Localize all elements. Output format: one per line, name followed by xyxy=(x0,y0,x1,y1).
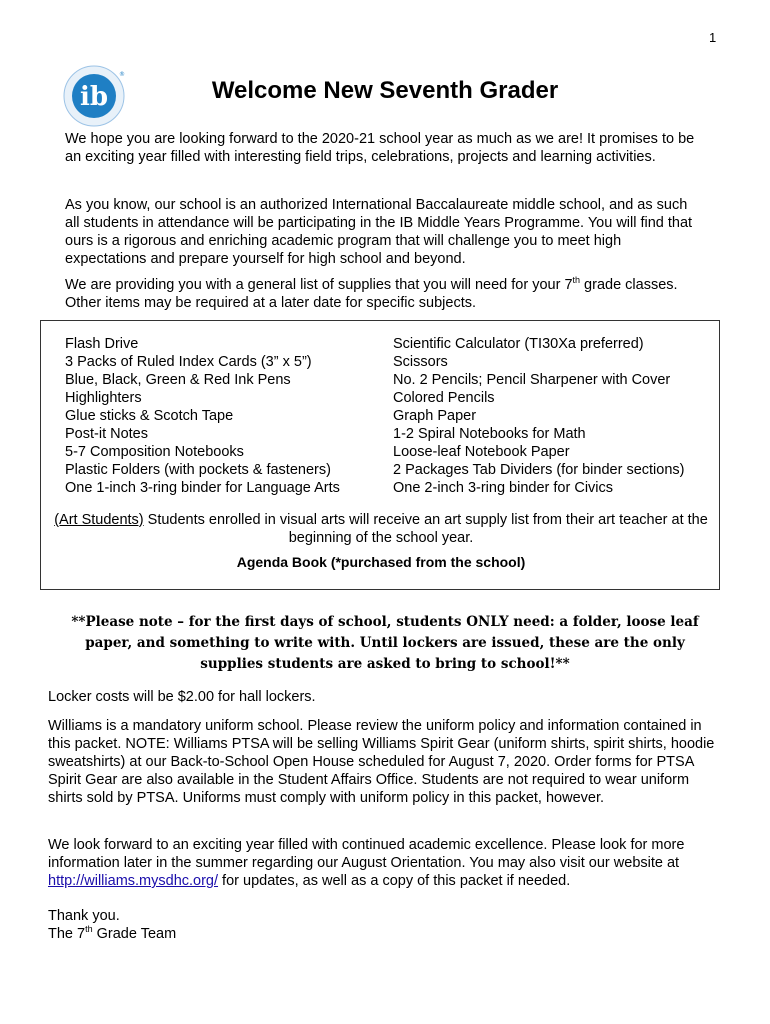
supply-item: Scientific Calculator (TI30Xa preferred) xyxy=(393,336,644,352)
art-students-note: (Art Students) Students enrolled in visual arts will receive an art supply list from their art teacher at the beginning of the school year. xyxy=(54,512,708,546)
intro-paragraph-2: As you know, our school is an authorized International Baccalaureate middle school, and as such all students in attendance will be participating in the IB Middle Years Programme. You will find that ours is a rigorous and enriching academic program that will challenge you to meet high expectations and prepare yourself for high school and beyond. xyxy=(65,197,693,267)
supply-item: Flash Drive xyxy=(65,336,139,352)
art-students-label: (Art Students) xyxy=(54,512,144,528)
first-days-note: **Please note – for the first days of school, students ONLY need: a folder, loose leaf paper, and something to write with. Until lockers are issued, these are the only supplies students are asked to bring to school!** xyxy=(71,614,699,672)
page-title: Welcome New Seventh Grader xyxy=(211,77,559,104)
intro-paragraph-1: We hope you are looking forward to the 2020-21 school year as much as we are! It promises to be an exciting year filled with interesting field trips, celebrations, projects and learning activities. xyxy=(65,131,695,165)
agenda-book-note: Agenda Book (*purchased from the school) xyxy=(236,554,526,570)
locker-cost-text: Locker costs will be $2.00 for hall lockers. xyxy=(48,689,316,705)
closing-paragraph: We look forward to an exciting year filled with continued academic excellence. Please look for more information later in the summer regarding our August Orientation. You may also visit our website at http://williams.mysdhc.org/ for updates, as well as a copy of this packet if needed. xyxy=(48,837,685,889)
supply-item: 3 Packs of Ruled Index Cards (3” x 5”) xyxy=(65,354,312,370)
supply-item: Scissors xyxy=(393,354,448,370)
supply-item: No. 2 Pencils; Pencil Sharpener with Cover xyxy=(393,372,671,388)
supply-item: Plastic Folders (with pockets & fasteners) xyxy=(65,462,331,478)
supply-item: One 1-inch 3-ring binder for Language Arts xyxy=(65,480,340,496)
supply-item: 2 Packages Tab Dividers (for binder sections) xyxy=(393,462,685,478)
supply-item: Glue sticks & Scotch Tape xyxy=(65,408,234,424)
supply-list-box xyxy=(40,320,720,590)
supply-item: 1-2 Spiral Notebooks for Math xyxy=(393,426,586,442)
supply-item: Colored Pencils xyxy=(393,390,495,406)
supply-item: Blue, Black, Green & Red Ink Pens xyxy=(65,372,291,388)
supply-item: 5-7 Composition Notebooks xyxy=(65,444,244,460)
supply-item: Loose-leaf Notebook Paper xyxy=(393,444,570,460)
page-number: 1 xyxy=(709,30,717,45)
supply-item: Highlighters xyxy=(65,390,142,406)
uniform-paragraph: Williams is a mandatory uniform school. Please review the uniform policy and information contained in this packet. NOTE: Williams PTSA will be selling Williams Spirit Gear (uniform shirts, spirit shirts, hoodie sweatshirts) at our Back-to-School Open House scheduled for August 7, 2020. Order forms for PTSA Spirit Gear are also available in the Student Affairs Office. Students are not required to wear uniform shirts sold by PTSA. Uniforms must comply with uniform policy in this packet, however. xyxy=(48,718,715,806)
supply-list-right xyxy=(393,335,684,497)
supply-item: One 2-inch 3-ring binder for Civics xyxy=(393,480,614,496)
supply-list-left xyxy=(65,335,340,497)
svg-text:®: ® xyxy=(119,71,125,78)
ib-logo-text: ib xyxy=(79,82,109,112)
signature-team: The 7th Grade Team xyxy=(48,924,177,942)
supply-item: Post-it Notes xyxy=(65,426,148,442)
supply-item: Graph Paper xyxy=(393,408,477,424)
thank-you-text: Thank you. xyxy=(48,908,120,924)
intro-paragraph-3: We are providing you with a general list of supplies that you will need for your 7th grade classes. Other items may be required at a later date for specific subjects. xyxy=(65,275,678,311)
school-website-link[interactable]: http://williams.mysdhc.org/ xyxy=(48,873,219,889)
